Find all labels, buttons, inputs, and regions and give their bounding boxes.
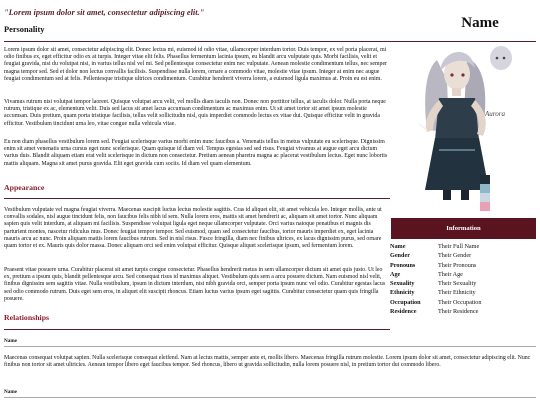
info-table — [390, 243, 481, 317]
swatch-3 — [480, 193, 490, 202]
info-key: Residence — [390, 307, 417, 315]
info-row — [390, 280, 481, 289]
color-palette — [480, 175, 492, 211]
relationship-name-2: Name — [4, 389, 17, 395]
info-row — [390, 308, 481, 317]
personality-paragraph-3: Eu non diam phasellus vestibulum lorem sed. Feugiat scelerisque varius morbi enim nunc faucibus a. Venenatis tellus in metus vulputate eu scelerisque. Dignissim enim sit amet venenatis urna cursus eget nunc scelerisque. Quam quisque id diam vel. Tempus egestas sed sed risus. Feugiat vivamus at augue eget arcu dictum varius duis. Blandit aliquam etiam erat velit scelerisque in dictum non consectetur. Pretium aenean pharetra magna ac placerat vestibulum lectus. Eget nunc lobortis mattis aliquam. Magna sit amet purus gravida. Elit eget gravida cum sociis. Id diam vel quam elementum. — [4, 139, 388, 167]
section-heading-appearance: Appearance — [4, 183, 45, 192]
swatch-1 — [480, 175, 490, 184]
section-heading-personality: Personality — [4, 25, 45, 34]
info-value: Their Pronouns — [438, 261, 477, 269]
info-row — [390, 243, 481, 252]
info-row — [390, 262, 481, 271]
relationship-name-1: Name — [4, 338, 17, 344]
info-value: Their Full Name — [438, 243, 480, 250]
section-divider — [4, 329, 390, 330]
page-title: Name — [461, 15, 499, 31]
relationship-divider — [4, 397, 536, 398]
relationship-text-1: Maecenas consequat volutpat sapien. Nulla scelerisque consequat eleifend. Nam at lectus mattis, semper ante et, mollis libero. Maecenas fringilla rutrum molestie. Lorem ipsum dolor sit amet, consectetur adipiscing elit. Nunc finibus non tortor sit amet ultricies. Aenean tempor libero eget faucibus tempor. Sed rhoncus, libero ut gravida sollicitudin, nulla lorem posuere nisl, in pretium tortor dui commodo libero. — [4, 355, 531, 369]
section-divider — [4, 198, 390, 199]
section-heading-relationships: Relationships — [4, 313, 50, 322]
character-illustration — [419, 46, 512, 200]
info-row — [390, 299, 481, 308]
info-key: Name — [390, 243, 406, 250]
info-key: Age — [390, 270, 401, 278]
info-value: Their Occupation — [438, 298, 482, 306]
info-key: Pronouns — [390, 261, 416, 269]
appearance-paragraph-1: Vestibulum vulputate vel magna feugiat viverra. Maecenas suscipit luctus lectus molestie sagittis. Cras id aliquet elit, sit amet vehicula leo. Integer mollis, ante ut convallis sodales, nisl augue tincidunt felis, non faucibus felis nibh id sem. Nulla lorem eros, mattis sit amet hendrerit ac, aliquam sit amet tortor. Nunc aliquam sapien quis velit interdum, at aliquam mi facilisis. Suspendisse volutpat ligula eget neque ullamcorper vulputate. Orci varius natoque penatibus et magnis dis parturient montes, nascetur ridiculus mus. Donec feugiat tempor tempor. Sed euismod, quam sed consectetur faucibus, tortor mauris imperdiet ex, eget lacinia mauris arcu ac nunc. Proin aliquam mattis lorem faucibus rutrum. Sed in nisl risus. Fusce fringilla, diam nec finibus ultrices, ex lacus dignissim purus, sed ornare quam tortor et ex. Mauris quis dolor massa. Donec aliquam orci sed enim volutpat efficitur. Quisque aliquet scelerisque ipsum, sed fermentum lorem. — [4, 207, 382, 250]
info-row — [390, 289, 481, 298]
info-key: Gender — [390, 252, 410, 260]
info-key: Ethnicity — [390, 289, 415, 297]
page-quote: "Lorem ipsum dolor sit amet, consectetur adipiscing elit." — [4, 8, 205, 17]
swatch-4 — [480, 202, 490, 211]
info-value: Their Ethnicity — [438, 289, 476, 297]
info-key: Sexuality — [390, 280, 415, 288]
info-key: Occupation — [390, 298, 421, 306]
appearance-paragraph-2: Praesent vitae posuere urna. Curabitur placerat sit amet turpis congue consectetur. Phasellus hendrerit metus in sem ullamcorper dictum sit amet quis justo. Ut leo ex, pretium a ipsum quis, blandit pellentesque arcu. Sed consequat risus id maximus aliquet. Vestibulum quis sem a arcu posuere dictum. Nam euismod nisl velit, finibus dignissim sem sagittis vitae. Nulla vestibulum, ipsum in dictum interdum, nisi nibh gravida orci, semper porta ipsum nunc vel odio. Curabitur egestas lacus sed odio commodo rutrum. Duis eget sem eros, in aliquet elit suscipit rhoncus. Etiam luctus varius ipsum eget sagittis. Curabitur consectetur quam quis fringilla posuere. — [4, 267, 386, 302]
relationship-divider — [4, 346, 536, 347]
info-value: Their Gender — [438, 252, 472, 260]
info-row — [390, 271, 481, 280]
info-value: Their Sexuality — [438, 280, 477, 288]
portrait-caption: Aurora — [485, 110, 505, 118]
info-row — [390, 252, 481, 261]
swatch-2 — [480, 184, 490, 193]
character-portrait — [397, 40, 522, 200]
personality-paragraph-1: Lorem ipsum dolor sit amet, consectetur adipiscing elit. Donec lectus mi, euismod id odio vitae, ullamcorper interdum tortor. Duis tempor, ex vel porta placerat, mi odio finibus ex, eget efficitur odio ex at turpis. Integer vitae elit felis. Phasellus fermentum lacinia ipsum, eu blandit arcu vulputate quis. Morbi facilisis, velit et feugiat gravida, nisi du volutpat nisi, in varius tellus nisl vel mi. Sed pellentesque consectetur enim nec vulputate. Aenean molestie condimentum tellus, nec semper magna tempor sed. Sed et dolor non lectus convallis facilisis. Suspendisse nulla lorem, ornare a commodo vitae, molestie vitae ipsum. Integer at enim nec augue feugiat condimentum sed at felis. Pellentesque tristique ultrices condimentum. Curabitur hendrerit viverra lorem, a euismod ligula maximus at. Proin eu est enim. — [4, 47, 387, 82]
info-value: Their Residence — [438, 307, 479, 315]
info-value: Their Age — [438, 270, 463, 278]
info-box-header: Information — [391, 218, 536, 239]
personality-paragraph-2: Vivamus rutrum nisi volutpat tempor laoreet. Quisque volutpat arcu velit, vel mollis diam iaculis non. Donec non porttitor tellus, at iaculis dolor. Nulla porta neque rutrum, tristique ex ac, elementum velit. Duis sed lacus sit amet lacus accumsan condimentum ac maximus enim. Ut sit amet tortor sit amet ipsum molestie accumsan. Duis pretium, quam porta tristique facilisis, tellus velit sollicitudin nisl, quis imperdiet commodo lectus ex vitae dui. Quisque efficitur velit in gravida efficitur. Vestibulum tincidunt urna leo, vitae congue nulla vehicula vitae. — [4, 99, 386, 127]
